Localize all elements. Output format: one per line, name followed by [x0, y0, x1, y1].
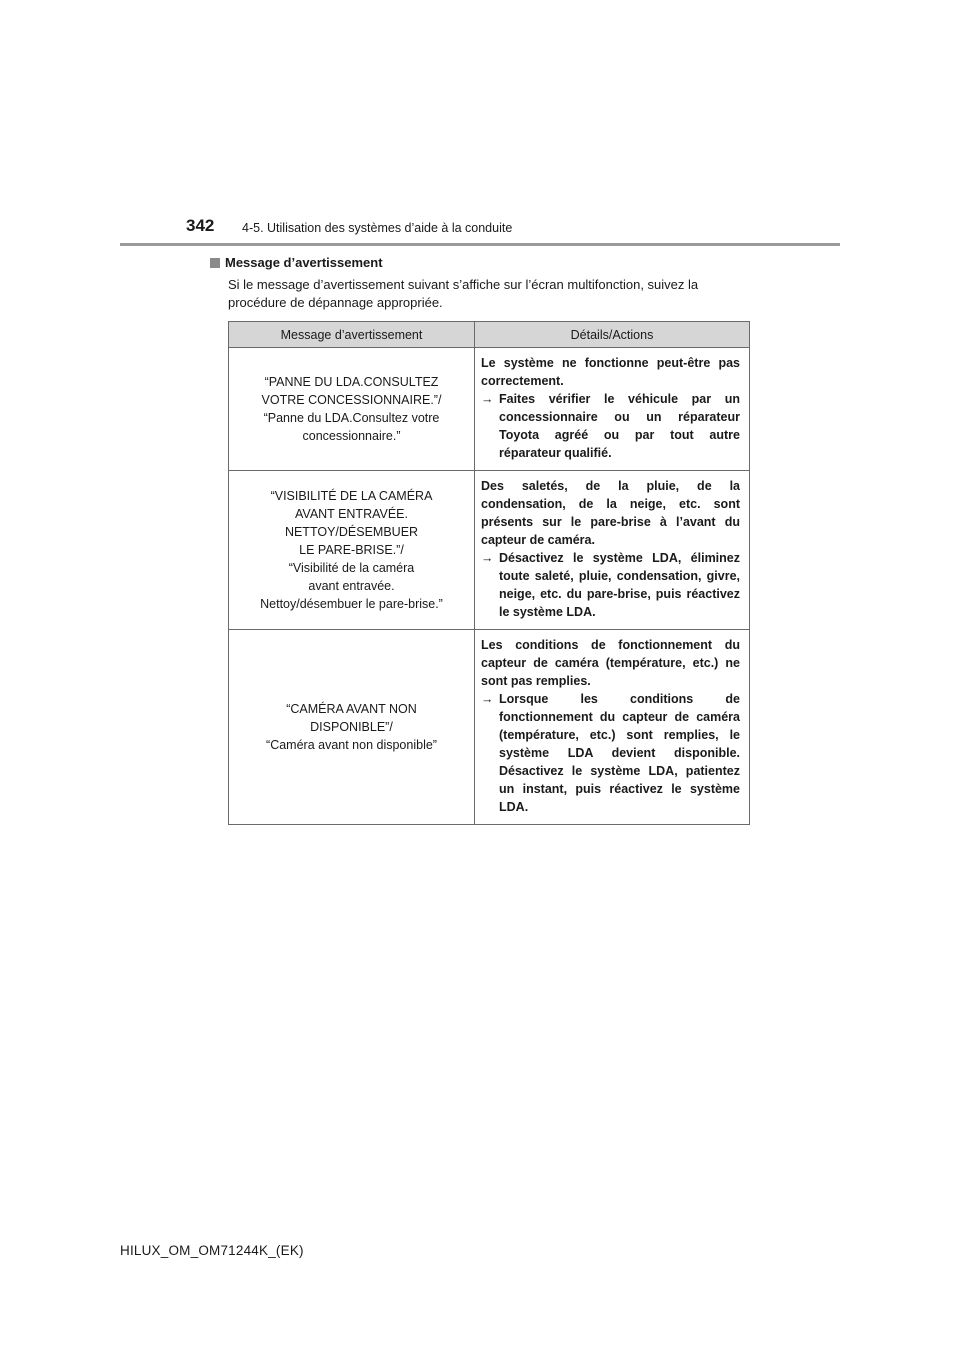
subheading-text: Message d’avertissement [225, 255, 383, 270]
message-line: “VISIBILITÉ DE LA CAMÉRA [270, 489, 433, 503]
details-cell [475, 630, 750, 825]
section-title: 4-5. Utilisation des systèmes d’aide à la conduite [242, 221, 513, 235]
message-line: “PANNE DU LDA.CONSULTEZ [264, 375, 439, 389]
message-line: NETTOY/DÉSEMBUER [284, 525, 419, 539]
message-line: VOTRE CONCESSIONNAIRE.”/ [261, 393, 442, 407]
page-number: 342 [186, 216, 215, 235]
intro-paragraph: Si le message d’avertissement suivant s’affiche sur l’écran multifonction, suivez la procédure de dépannage appropriée. [228, 277, 699, 310]
warning-message-cell [229, 348, 475, 471]
warning-message-cell [229, 471, 475, 630]
action-text: Lorsque les conditions de fonctionnement du capteur de caméra (température, etc.) sont remplies, le système LDA devient disponible. Désactivez le système LDA, patientez un instant, puis réactivez le système LDA. [499, 692, 740, 814]
message-line: AVANT ENTRAVÉE. [295, 507, 408, 521]
condition-text: Des saletés, de la pluie, de la condensation, de la neige, etc. sont présents sur le pare-brise à l’avant du capteur de caméra. [481, 479, 740, 547]
warning-message-cell [229, 630, 475, 825]
details-cell [475, 471, 750, 630]
message-line: “CAMÉRA AVANT NON [286, 702, 417, 716]
subheading [210, 255, 383, 270]
message-line: “Caméra avant non disponible” [266, 738, 437, 752]
action-item [481, 549, 740, 621]
details-cell [475, 348, 750, 471]
footer-document-code: HILUX_OM_OM71244K_(EK) [120, 1243, 304, 1258]
arrow-right-icon: → [481, 551, 494, 565]
message-line: concessionnaire.” [302, 429, 401, 443]
header-rule [120, 243, 840, 246]
warning-message-table [228, 321, 750, 825]
message-line: DISPONIBLE”/ [310, 720, 393, 734]
condition-text: Le système ne fonctionne peut-être pas correctement. [481, 356, 740, 388]
action-item [481, 390, 740, 462]
arrow-right-icon: → [481, 692, 494, 706]
square-bullet-icon [210, 258, 220, 268]
message-line: LE PARE-BRISE.”/ [299, 543, 404, 557]
column-header-details: Détails/Actions [475, 322, 750, 348]
action-text: Faites vérifier le véhicule par un concessionnaire ou un réparateur Toyota agréé ou par tout autre réparateur qualifié. [499, 392, 740, 460]
table-row [229, 471, 750, 630]
arrow-right-icon: → [481, 392, 494, 406]
action-item [481, 690, 740, 816]
table-row [229, 630, 750, 825]
message-line: Nettoy/désembuer le pare-brise.” [260, 597, 443, 611]
table-header-row [229, 322, 750, 348]
message-line: “Visibilité de la caméra [288, 561, 415, 575]
table-row [229, 348, 750, 471]
message-line: “Panne du LDA.Consultez votre [263, 411, 440, 425]
column-header-message: Message d’avertissement [229, 322, 475, 348]
condition-text: Les conditions de fonctionnement du capteur de caméra (température, etc.) ne sont pas remplies. [481, 638, 740, 688]
message-line: avant entravée. [308, 579, 395, 593]
action-text: Désactivez le système LDA, éliminez toute saleté, pluie, condensation, givre, neige, etc. du pare-brise, puis réactivez le système LDA. [499, 551, 740, 619]
